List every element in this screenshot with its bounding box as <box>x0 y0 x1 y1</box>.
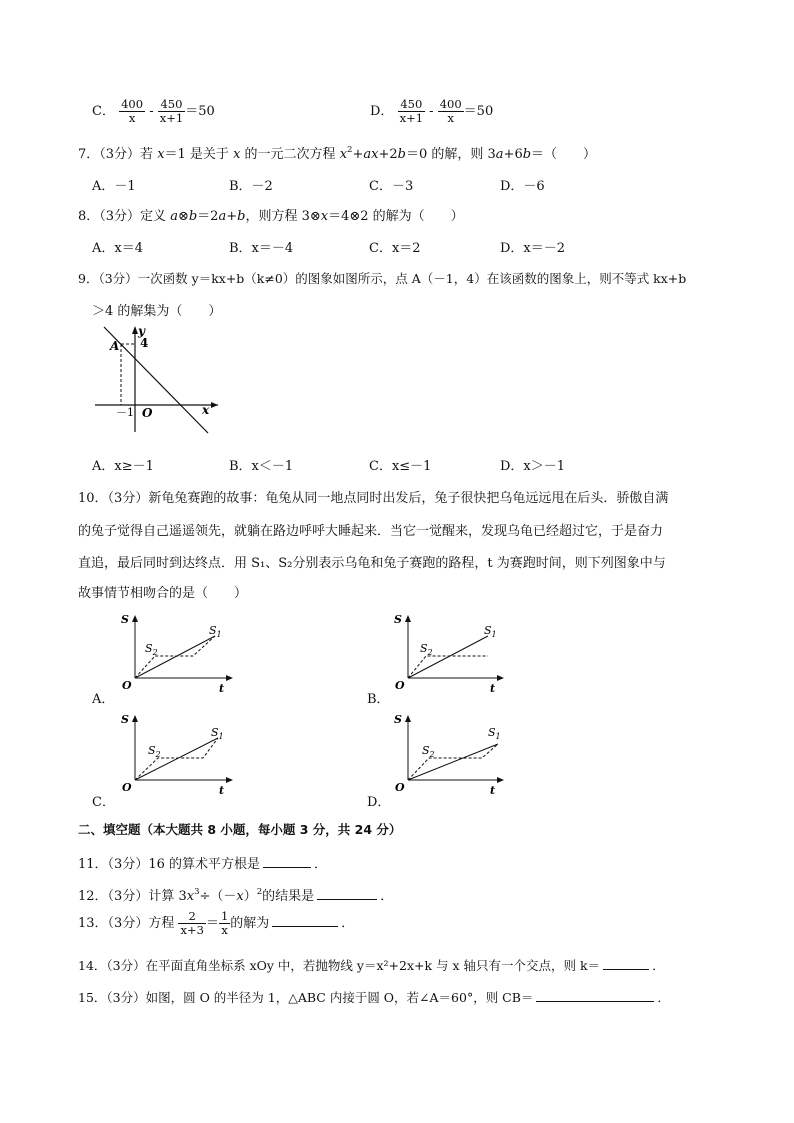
svg-text:O: O <box>122 781 132 794</box>
exponent: 2 <box>347 145 353 155</box>
numerator: 450 <box>398 98 425 112</box>
svg-text:t: t <box>490 682 496 694</box>
q10-option-a-label: A． <box>92 692 115 707</box>
svg-text:S: S <box>394 713 402 726</box>
denominator: x <box>447 111 454 125</box>
q10-stem-line2: 的兔子觉得自己遥遥领先，就躺在路边呼呼大睡起来．当它一觉醒来，发现乌龟已经超过它，于是奋力 <box>78 524 664 539</box>
section-title: 二、填空题（本大题共 8 小题，每小题 3 分，共 24 分） <box>78 822 402 837</box>
y-value-label: 4 <box>140 336 149 350</box>
text: 的一元二次方程 <box>240 147 340 162</box>
q11-stem <box>78 853 327 872</box>
exponent: 2 <box>256 887 263 897</box>
q10-option-d-label: D． <box>367 795 391 810</box>
q8-option-c: C．x＝2 <box>369 241 421 256</box>
var: b <box>237 209 246 224</box>
var: x <box>236 889 244 904</box>
svg-text:t: t <box>219 784 225 797</box>
text: + <box>352 147 364 162</box>
text: ＝1 是关于 <box>164 147 234 162</box>
text: 8．（3分）定义 <box>78 209 171 224</box>
var: a <box>495 147 504 162</box>
q10-stem-line1: 10．（3分）新龟兔赛跑的故事：龟兔从同一地点同时出发后，兔子很快把乌龟远远甩在后头．骄傲自满 <box>78 491 669 506</box>
denominator: x+1 <box>399 111 424 125</box>
fraction <box>158 98 185 125</box>
text: +6 <box>503 147 523 162</box>
denominator: x+1 <box>159 111 184 125</box>
text: ） <box>243 889 257 904</box>
svg-text:S: S <box>394 613 402 626</box>
var: x <box>233 147 241 162</box>
q12-stem <box>78 885 393 904</box>
text: ． <box>657 990 670 1005</box>
text: ． <box>380 889 394 904</box>
q13-stem <box>78 910 354 937</box>
text: 的结果是 <box>262 889 315 904</box>
svg-text:S2: $S_2$ <box>145 642 158 657</box>
denominator: x <box>221 923 228 937</box>
q14-stem <box>78 956 665 974</box>
minus: - <box>429 104 434 119</box>
svg-text:t: t <box>219 682 225 694</box>
text: 7．（3分）若 <box>78 147 158 162</box>
option-label: D． <box>370 104 394 119</box>
q6-option-c <box>92 98 215 125</box>
svg-text:S2: $S_2$ <box>422 744 435 759</box>
text: ＝2 <box>197 209 219 224</box>
svg-text:S1: $S_1$ <box>209 624 222 639</box>
q9-option-c: C．x≤－1 <box>369 459 432 474</box>
text: 的解为 <box>230 916 270 931</box>
numerator: 400 <box>121 97 144 111</box>
x-axis-arrow <box>211 402 218 408</box>
fraction <box>119 98 145 125</box>
text: ＝（ ） <box>531 147 597 162</box>
q10-stem-line4: 故事情节相吻合的是（ ） <box>78 586 248 601</box>
answer-blank[interactable] <box>603 957 649 970</box>
text: 11．（3分）16 的算术平方根是 <box>78 857 260 872</box>
q8-option-b: B．x＝－4 <box>229 241 294 256</box>
svg-text:S2: $S_2$ <box>148 744 161 759</box>
q8-option-d: D．x＝－2 <box>500 241 566 256</box>
q9-option-b: B．x＜－1 <box>229 459 294 474</box>
q10-graph-c <box>113 712 238 797</box>
answer-blank[interactable] <box>263 855 311 868</box>
fraction <box>178 910 205 937</box>
text: 13．（3分）方程 <box>78 916 175 931</box>
svg-text:O: O <box>395 781 405 794</box>
svg-text:t: t <box>490 784 496 797</box>
text: ＝0 的解，则 3 <box>405 147 496 162</box>
origin-label: O <box>142 406 153 420</box>
point-a-label: A <box>110 339 120 353</box>
text: ＝ <box>205 916 219 931</box>
var: x <box>371 147 379 162</box>
text: 15．（3分）如图，圆 O 的半径为 1，△ABC 内接于圆 O，若∠A＝60°，则 CB＝ <box>78 990 534 1005</box>
text: ，则方程 3⊗ <box>245 209 321 224</box>
rhs: ＝50 <box>185 104 215 119</box>
q7-option-b: B．－2 <box>229 179 273 194</box>
text: 12．（3分）计算 3 <box>78 889 187 904</box>
svg-text:S1: $S_1$ <box>484 624 497 639</box>
var: x <box>320 209 329 224</box>
q10-stem-line3: 直追，最后同时到达终点．用 S₁、S₂分别表示乌龟和兔子赛跑的路程，t 为赛跑时间，则下列图象中与 <box>78 556 666 571</box>
fraction <box>398 98 425 125</box>
answer-blank[interactable] <box>317 887 377 900</box>
q7-option-d: D．－6 <box>500 179 545 194</box>
var: x <box>157 147 165 162</box>
q9-stem-line2: ＞4 的解集为（ ） <box>92 304 222 319</box>
svg-text:O: O <box>395 679 405 692</box>
q8-stem <box>78 205 464 224</box>
svg-text:S1: $S_1$ <box>211 726 224 741</box>
q7-option-a: A．－1 <box>92 179 136 194</box>
var: x <box>186 889 195 904</box>
var: a <box>363 147 372 162</box>
var: a⊗b <box>170 209 198 224</box>
var: b <box>522 147 532 162</box>
x-value-label: －1 <box>116 406 134 419</box>
q9-graph <box>90 322 220 437</box>
svg-text:S: S <box>121 713 129 726</box>
svg-text:S: S <box>121 613 129 626</box>
text: ． <box>341 916 355 931</box>
numerator: 450 <box>158 98 185 112</box>
rhs: ＝50 <box>463 104 494 119</box>
q10-graph-a <box>113 612 238 694</box>
answer-blank[interactable] <box>536 989 654 1002</box>
numerator: 2 <box>178 910 205 924</box>
q8-option-a: A．x＝4 <box>92 241 143 256</box>
answer-blank[interactable] <box>272 914 338 927</box>
q7-stem <box>78 143 596 162</box>
numerator: 1 <box>220 909 229 923</box>
q9-option-d: D．x＞－1 <box>500 459 566 474</box>
var: x <box>339 147 348 162</box>
q10-option-b-label: B． <box>367 692 390 707</box>
exponent: 3 <box>194 887 200 897</box>
text: 14．（3分）在平面直角坐标系 xOy 中，若抛物线 y＝x²+2x+k 与 x 轴只有一个交点，则 k＝ <box>78 958 601 973</box>
numerator: 400 <box>439 97 462 111</box>
svg-text:O: O <box>122 679 132 692</box>
svg-text:S1: $S_1$ <box>488 726 501 741</box>
minus: - <box>149 104 154 119</box>
text: ÷（－ <box>199 889 237 904</box>
text: ． <box>314 857 328 872</box>
q10-graph-d <box>386 712 511 797</box>
option-label: C． <box>92 104 115 119</box>
var: a <box>218 209 227 224</box>
q7-option-c: C．－3 <box>369 179 414 194</box>
q10-option-c-label: C． <box>92 795 115 810</box>
q9-stem-line1: 9．（3分）一次函数 y＝kx+b（k≠0）的图象如图所示，点 A（－1，4）在该函数的图象上，则不等式 kx+b <box>78 271 687 286</box>
text: + <box>226 209 238 224</box>
fraction <box>438 98 464 125</box>
q10-graph-b <box>386 612 511 694</box>
q15-stem <box>78 988 670 1006</box>
fraction <box>219 910 230 937</box>
var: b <box>397 147 406 162</box>
q9-option-a: A．x≥－1 <box>92 459 154 474</box>
x-label: x <box>202 403 210 417</box>
text: +2 <box>378 147 398 162</box>
y-label: y <box>138 324 145 338</box>
q6-option-d <box>370 98 493 125</box>
text: ． <box>652 958 665 973</box>
text: ＝4⊗2 的解为（ ） <box>328 209 464 224</box>
svg-text:S2: $S_2$ <box>420 642 433 657</box>
denominator: x <box>128 111 136 125</box>
denominator: x+3 <box>180 923 204 937</box>
